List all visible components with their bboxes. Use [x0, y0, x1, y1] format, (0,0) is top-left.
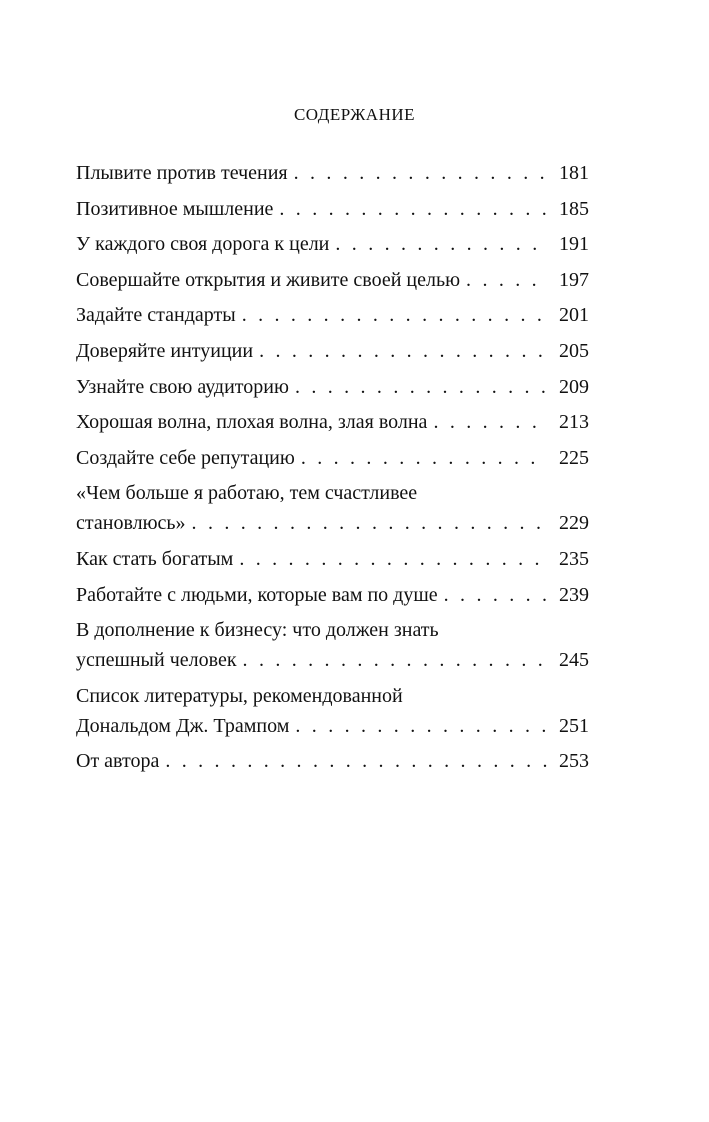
toc-dot-leader — [165, 747, 547, 775]
toc-dot-leader — [433, 408, 547, 436]
toc-page-number: 253 — [559, 750, 589, 773]
toc-entry-title: Создайте себе репутацию — [76, 446, 295, 469]
toc-page-number: 185 — [559, 197, 589, 220]
toc-entry — [76, 616, 589, 674]
toc-page-number: 245 — [559, 649, 589, 672]
toc-entry-title: успешный человек — [76, 649, 237, 672]
toc-page-number: 239 — [559, 583, 589, 606]
toc-entry-title: Хорошая волна, плохая волна, злая волна — [76, 411, 428, 434]
toc-entry — [76, 195, 589, 223]
toc-dot-leader — [335, 230, 547, 258]
toc-heading: СОДЕРЖАНИЕ — [293, 105, 416, 124]
toc-dot-leader — [242, 301, 547, 329]
toc-entry-title: Задайте стандарты — [76, 304, 236, 327]
toc-dot-leader — [279, 195, 547, 223]
toc-entry — [76, 230, 589, 258]
toc-entry — [76, 444, 589, 472]
toc-entry — [76, 682, 589, 740]
toc-entry-title: Узнайте свою аудиторию — [76, 375, 289, 398]
toc-entry-title: От автора — [76, 750, 160, 773]
toc-dot-leader — [466, 266, 547, 294]
toc-entry-title: Как стать богатым — [76, 547, 234, 570]
toc-entry-title: Работайте с людьми, которые вам по душе — [76, 583, 438, 606]
toc-entry — [76, 337, 589, 365]
toc-entry — [76, 408, 589, 436]
toc-entry-title: У каждого своя дорога к цели — [76, 233, 330, 256]
toc-list — [76, 159, 589, 783]
toc-entry — [76, 581, 589, 609]
toc-page-number: 229 — [559, 512, 589, 535]
toc-entry-title: становлюсь» — [76, 512, 186, 535]
toc-dot-leader — [294, 159, 547, 187]
toc-dot-leader — [295, 373, 547, 401]
toc-entry-title-line1: Список литературы, рекомендованной — [76, 684, 403, 707]
toc-page-number: 209 — [559, 375, 589, 398]
toc-entry — [76, 301, 589, 329]
toc-entry-title: Доверяйте интуиции — [76, 339, 254, 362]
toc-dot-leader — [243, 646, 547, 674]
toc-entry-title: Позитивное мышление — [76, 197, 274, 220]
toc-entry — [76, 747, 589, 775]
toc-dot-leader — [259, 337, 547, 365]
toc-entry — [76, 479, 589, 537]
toc-entry-title: Дональдом Дж. Трампом — [76, 714, 290, 737]
toc-page-number: 197 — [559, 268, 589, 291]
toc-entry-title: Плывите против течения — [76, 162, 288, 184]
toc-page-number: 251 — [559, 714, 589, 737]
toc-entry-title-line1: «Чем больше я работаю, тем счастливее — [76, 482, 418, 505]
toc-page-number: 225 — [559, 446, 589, 469]
toc-page-number: 213 — [559, 411, 589, 434]
toc-entry-title: Совершайте открытия и живите своей целью — [76, 268, 461, 291]
toc-dot-leader — [192, 509, 547, 537]
toc-page-number: 201 — [559, 304, 589, 327]
toc-dot-leader — [239, 545, 547, 573]
toc-entry — [76, 373, 589, 401]
toc-page-number: 191 — [559, 233, 589, 256]
toc-entry — [76, 159, 589, 187]
toc-page-number: 181 — [559, 162, 589, 184]
toc-dot-leader — [295, 712, 547, 740]
toc-dot-leader — [301, 444, 547, 472]
toc-dot-leader — [444, 581, 547, 609]
toc-page-number: 205 — [559, 339, 589, 362]
toc-page-number: 235 — [559, 547, 589, 570]
toc-entry-title-line1: В дополнение к бизнесу: что должен знать — [76, 619, 439, 642]
toc-entry — [76, 266, 589, 294]
toc-entry — [76, 545, 589, 573]
